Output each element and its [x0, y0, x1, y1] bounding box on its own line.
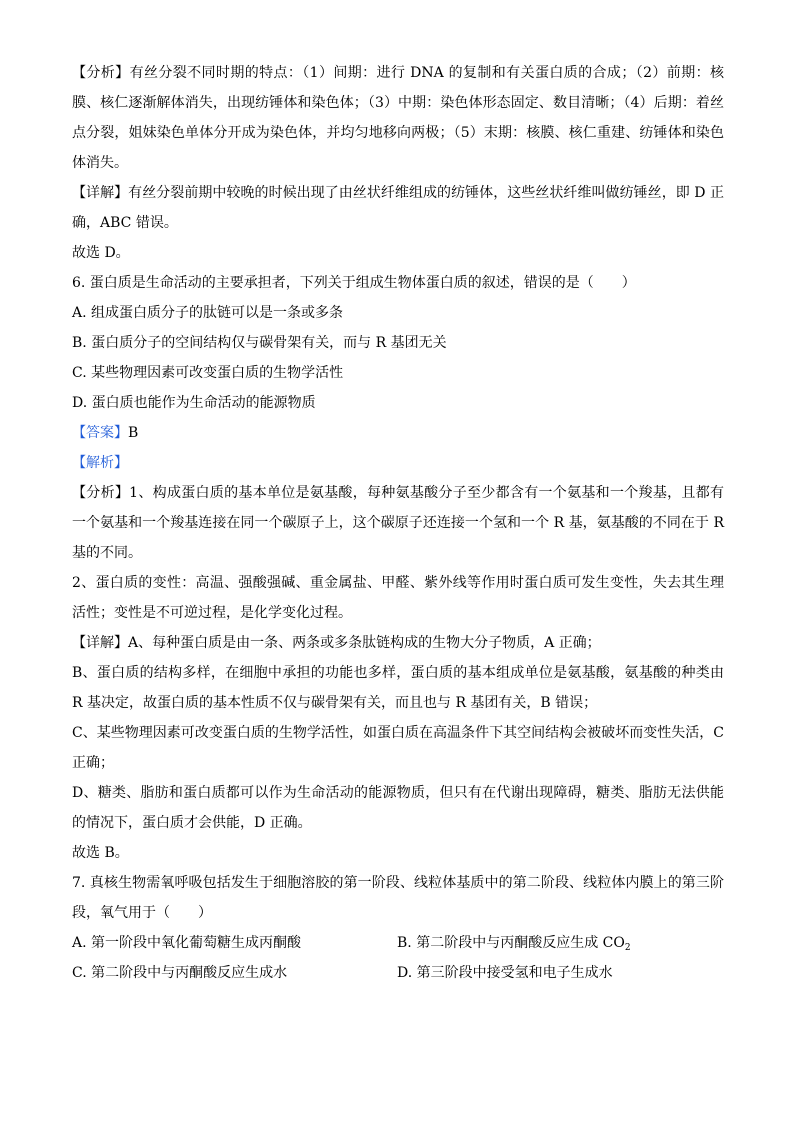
- answer-label: 【答案】: [72, 425, 128, 441]
- q6-explain-line: [72, 448, 724, 478]
- q6-option-c: C. 某些物理因素可改变蛋白质的生物学活性: [72, 365, 344, 381]
- q6-option-d: D. 蛋白质也能作为生命活动的能源物质: [72, 395, 316, 411]
- explain-label: 【解析】: [72, 455, 128, 471]
- q7-options-row-2: [72, 958, 724, 988]
- q6-option-a: A. 组成蛋白质分子的肽链可以是一条或多条: [72, 305, 344, 321]
- q7-stem: 7. 真核生物需氧呼吸包括发生于细胞溶胶的第一阶段、线粒体基质中的第二阶段、线粒体内膜上的第三阶段，氧气用于（ ）: [72, 875, 724, 921]
- q5-analysis: 【分析】有丝分裂不同时期的特点：（1）间期：进行 DNA 的复制和有关蛋白质的合成；（2）前期：核膜、核仁逐渐解体消失，出现纺锤体和染色体；（3）中期：染色体形态固定、数目清晰；（4）后期：着丝点分裂，姐妹染色单体分开成为染色体，并均匀地移向两极；（5）末期：核膜、核仁重建、纺锤体和染色体消失。: [72, 65, 724, 171]
- answer-value: B: [128, 425, 139, 441]
- q6-option-b: B. 蛋白质分子的空间结构仅与碳骨架有关，而与 R 基团无关: [72, 335, 447, 351]
- q6-detail-c: C、某些物理因素可改变蛋白质的生物学活性，如蛋白质在高温条件下其空间结构会被破坏而变性失活，C 正确；: [72, 725, 724, 771]
- q7-option-d: D. 第三阶段中接受氢和电子生成水: [397, 965, 613, 981]
- q6-conclusion: 故选 B。: [72, 845, 129, 861]
- q7-options-row-1: [72, 928, 724, 958]
- q7-option-b: B. 第二阶段中与丙酮酸反应生成 $CO_2$: [397, 935, 631, 953]
- q5-detail: 【详解】有丝分裂前期中较晚的时候出现了由丝状纤维组成的纺锤体，这些丝状纤维叫做纺锤丝，即 D 正确，ABC 错误。: [72, 185, 724, 231]
- q6-stem: 6. 蛋白质是生命活动的主要承担者，下列关于组成生物体蛋白质的叙述，错误的是（ ）: [72, 275, 636, 291]
- q5-conclusion: 故选 D。: [72, 245, 130, 261]
- q6-detail-d: D、糖类、脂肪和蛋白质都可以作为生命活动的能源物质，但只有在代谢出现障碍，糖类、脂肪无法供能的情况下，蛋白质才会供能，D 正确。: [72, 785, 724, 831]
- q6-detail-a: 【详解】A、每种蛋白质是由一条、两条或多条肽链构成的生物大分子物质，A 正确；: [72, 635, 601, 651]
- q6-analysis-2: 2、蛋白质的变性：高温、强酸强碱、重金属盐、甲醛、紫外线等作用时蛋白质可发生变性，失去其生理活性；变性是不可逆过程，是化学变化过程。: [72, 575, 724, 621]
- q7-option-c: C. 第二阶段中与丙酮酸反应生成水: [72, 965, 288, 981]
- q6-analysis-1: 【分析】1、构成蛋白质的基本单位是氨基酸，每种氨基酸分子至少都含有一个氨基和一个羧基，且都有一个氨基和一个羧基连接在同一个碳原子上，这个碳原子还连接一个氢和一个 R 基，氨基酸的不同在于 R 基的不同。: [72, 485, 724, 561]
- q6-detail-b: B、蛋白质的结构多样，在细胞中承担的功能也多样，蛋白质的基本组成单位是氨基酸，氨基酸的种类由 R 基决定，故蛋白质的基本性质不仅与碳骨架有关，而且也与 R 基团有关，B 错误；: [72, 665, 724, 711]
- q7-option-a: A. 第一阶段中氧化葡萄糖生成丙酮酸: [72, 935, 302, 951]
- q6-answer-line: [72, 418, 724, 448]
- document-page: [72, 58, 724, 988]
